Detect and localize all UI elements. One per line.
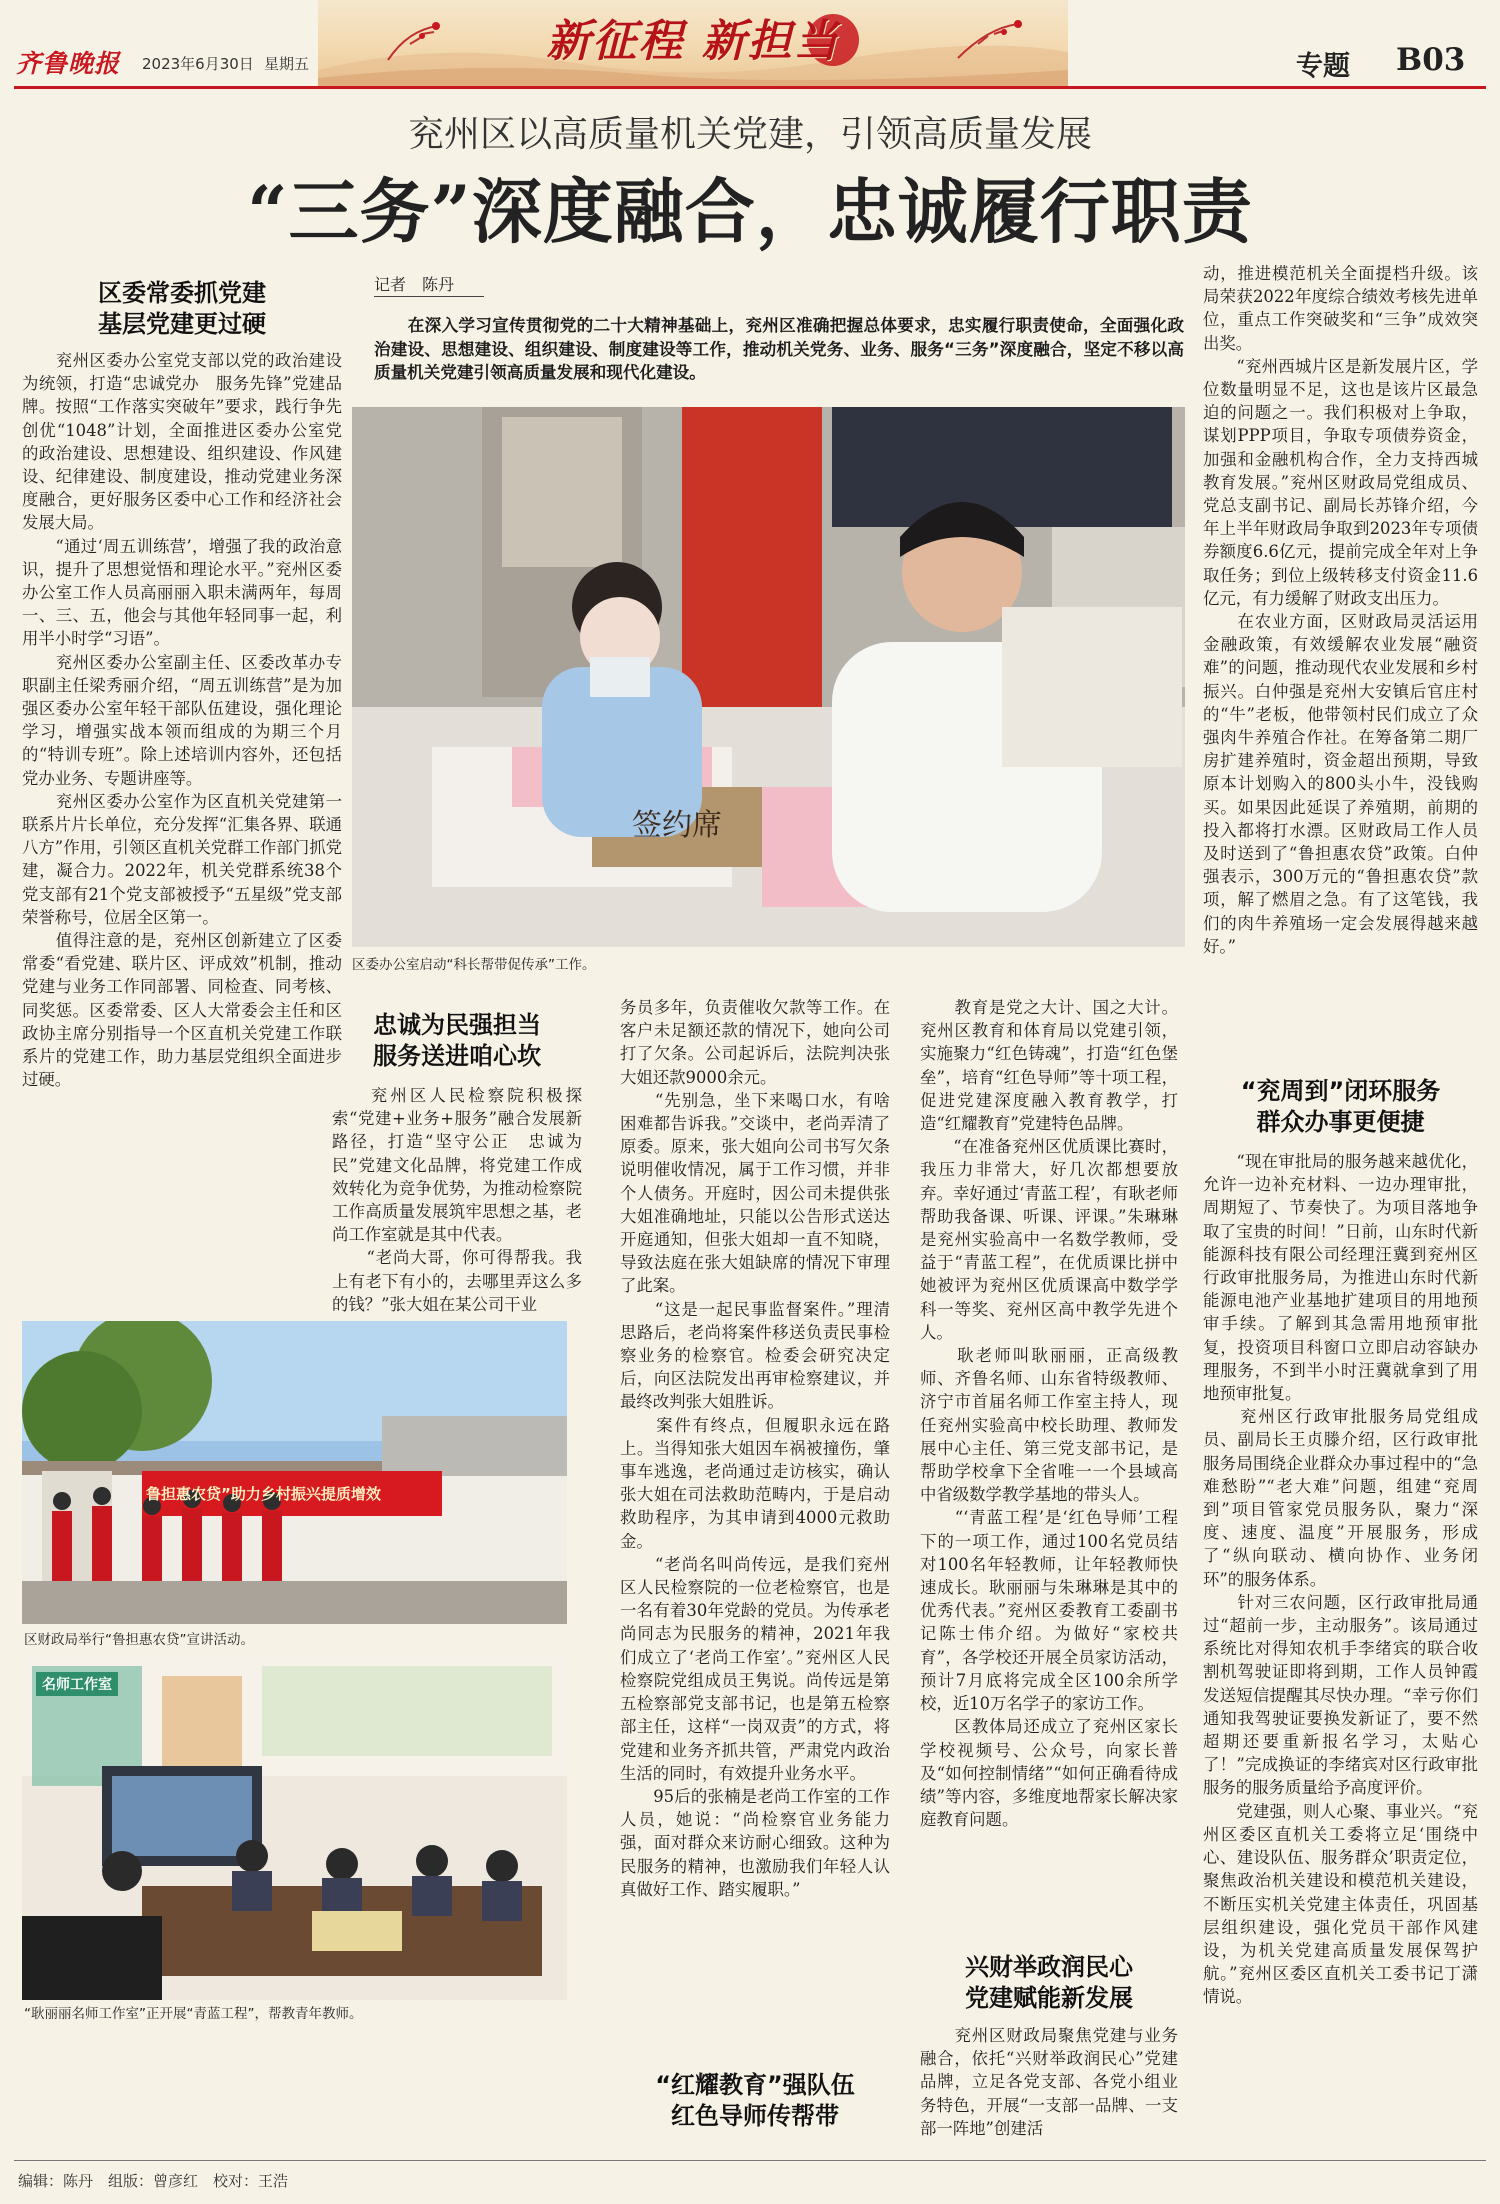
lead-paragraph: 在深入学习宣传贯彻党的二十大精神基础上，兖州区准确把握总体要求，忠实履行职责使命，全面强化政治建设、思想建设、组织建设、制度建设等工作，推动机关党务、业务、服务“三务”深度融合，坚定不移以高质量机关党建引领高质量发展和现代化建设。	[374, 316, 1184, 382]
caption-village-event: 区财政局举行“鲁担惠农贷”宣讲活动。	[24, 1632, 254, 1648]
village-banner-text: 鲁担惠农贷”助力乡村振兴提质增效	[146, 1485, 381, 1503]
section-label: 专题	[1296, 51, 1350, 82]
article-col5-approval: “现在审批局的服务越来越优化，允许一边补充材料、一边办理审批，周期短了、节奏快了。为项目落地争取了宝贵的时间！”日前，山东时代新能源科技有限公司经理汪冀到兖州区行政审批服务局，为推进山东时代新能源电池产业基地扩建项目的用地预审手续。了解到其急需用地预审批复，投资项目科窗口立即启动容缺办理服务，不到半小时汪冀就拿到了用地预审批复。 兖州区行政审批服务局党组成员、副局长王贞滕介绍，区行政审批服务局围绕企业群众办事过程中的“急难愁盼”“老大难”问题，组建“兖周到”项目管家党员服务队，聚力“深度、速度、温度”开展服务，形成了“纵向联动、横向协作、业务闭环”的服务体系。 针对三农问题，区行政审批局通过“超前一步，主动服务”。该局通过系统比对得知农机手李绪宾的联合收割机驾驶证即将到期，工作人员钟霞发送短信提醒其尽快办理。“幸亏你们通知我驾驶证要换发新证了，要不然超期还要重新报名学习，太贴心了！”完成换证的李绪宾对区行政审批服务的服务质量给予高度评价。 党建强，则人心聚、事业兴。“兖州区委区直机关工委将立足‘围绕中心、建设队伍、服务群众’职责定位，聚焦政治机关建设和模范机关建设，不断压实机关党建主体责任，巩固基层组织建设，强化党员干部作风建设，为机关党建高质量发展保驾护航。”兖州区委区直机关工委书记丁潇情说。	[1203, 1152, 1478, 2007]
caption-teacher-meeting: “耿丽丽名师工作室”正开展“青蓝工程”，帮教青年教师。	[24, 2006, 363, 2022]
footer-credits: 编辑：陈丹 组版：曾彦红 校对：王浩	[18, 2172, 289, 2190]
article-col4: 教育是党之大计、国之大计。兖州区教育和体育局以党建引领，实施聚力“红色铸魂”，打造“红色堡垒”，培育“红色导师”等十项工程，促进党建深度融入教育教学，打造“红耀教育”党建特色品牌。 “在准备兖州区优质课比赛时，我压力非常大，好几次都想要放弃。幸好通过‘青蓝工程’，有耿老师帮助我备课、听课、评课。”朱琳琳是兖州实验高中一名数学教师，受益于“青蓝工程”，在优质课比拼中她被评为兖州区优质课高中数学学科一等奖、兖州区高中教学先进个人。 耿老师叫耿丽丽，正高级教师、齐鲁名师、山东省特级教师、济宁市首届名师工作室主持人，现任兖州实验高中校长助理、教师发展中心主任、第三党支部书记，是帮助学校拿下全省唯一一个县域高中省级数学教学基地的带头人。 “‘青蓝工程’是‘红色导师’工程下的一项工作，通过100名党员结对100名年轻教师，让年轻教师快速成长。耿丽丽与朱琳琳是其中的优秀代表。”兖州区委教育工委副书记陈士伟介绍。为做好“家校共育”，各学校还开展全员家访活动，预计7月底将完成全区100余所学校，近10万名学子的家访工作。 区教体局还成立了兖州区家长学校视频号、公众号，向家长普及“如何控制情绪”“如何正确看待成绩”等内容，多维度地帮家长解决家庭教育问题。	[920, 998, 1178, 1830]
byline-rule	[374, 296, 484, 297]
masthead-rule	[14, 86, 1486, 89]
masthead	[0, 0, 1500, 90]
section-heading-party-office: 区委常委抓党建 基层党建更过硬	[98, 279, 266, 338]
headline-kicker: 兖州区以高质量机关党建，引领高质量发展	[407, 114, 1092, 155]
banner-slogan: 新征程 新担当	[546, 16, 840, 67]
caption-signing-ceremony: 区委办公室启动“科长帮带促传承”工作。	[352, 957, 596, 973]
footer-rule	[14, 2160, 1486, 2161]
section-heading-education: “红耀教育”强队伍 红色导师传帮带	[655, 2071, 855, 2130]
photo-signing-ceremony	[352, 407, 1185, 947]
headline-title: “三务”深度融合，忠诚履行职责	[247, 170, 1253, 253]
section-heading-finance: 兴财举政润民心 党建赋能新发展	[965, 1953, 1133, 2012]
page-number: B03	[1396, 42, 1466, 78]
theme-banner	[318, 0, 1068, 88]
paper-name: 齐鲁晚报	[16, 49, 121, 78]
article-col2: 兖州区人民检察院积极探索“党建+业务+服务”融合发展新路径，打造“坚守公正 忠诚为民”党建文化品牌，将党建工作成效转化为竞争优势，为推动检察院工作高质量发展筑牢思想之基，老尚工作室就是其中代表。 “老尚大哥，你可得帮我。我上有老下有小的，去哪里弄这么多的钱？”张大姐在某公司干业	[332, 1086, 582, 1314]
article-col5: 动，推进模范机关全面提档升级。该局荣获2022年度综合绩效考核先进单位，重点工作突破奖和“三争”成效突出奖。 “兖州西城片区是新发展片区，学位数量明显不足，这也是该片区最急迫的问题之一。我们积极对上争取，谋划PPP项目，争取专项债券资金，加强和金融机构合作，全力支持西城教育发展。”兖州区财政局党组成员、党总支副书记、副局长苏锋介绍，今年上半年财政局争取到2023年专项债券额度6.6亿元，提前完成全年对上争取任务；到位上级转移支付资金11.6亿元，有力缓解了财政支出压力。 在农业方面，区财政局灵活运用金融政策，有效缓解农业发展“融资难”的问题，推动现代农业发展和乡村振兴。白仲强是兖州大安镇后官庄村的“牛”老板，他带领村民们成立了众强肉牛养殖合作社。在筹备第二期厂房扩建养殖时，资金超出预期，导致原本计划购入的800头小牛，没钱购买。如果因此延误了养殖期，前期的投入都将打水漂。区财政局工作人员及时送到了“鲁担惠农贷”政策。白仲强表示，300万元的“鲁担惠农贷”款项，解了燃眉之急。有了这笔钱，我们的肉牛养殖场一定会发展得越来越好。”	[1203, 264, 1478, 956]
signing-desk-sign: 签约席	[632, 808, 722, 843]
section-heading-approval: “兖周到”闭环服务 群众办事更便捷	[1240, 1077, 1441, 1136]
studio-wall-sign: 名师工作室	[36, 1672, 118, 1696]
byline: 记者 陈丹	[374, 275, 455, 294]
photo-village-event	[22, 1321, 567, 1624]
article-col1: 兖州区委办公室党支部以党的政治建设为统领，打造“忠诚党办 服务先锋”党建品牌。按照“工作落实突破年”要求，践行争先创优“1048”计划，全面推进区委办公室党的政治建设、思想建设、组织建设、作风建设、纪律建设、制度建设，推动党建业务深度融合，更好服务区委中心工作和经济社会发展大局。 “通过‘周五训练营’，增强了我的政治意识，提升了思想觉悟和理论水平。”兖州区委办公室工作人员高丽丽入职未满两年，每周一、三、五，他会与其他年轻同事一起，利用半小时学“习语”。 兖州区委办公室副主任、区委改革办专职副主任梁秀丽介绍，“周五训练营”是为加强区委办公室年轻干部队伍建设，强化理论学习，增强实战本领而组成的为期三个月的“特训专班”。除上述培训内容外，还包括党办业务、专题讲座等。 兖州区委办公室作为区直机关党建第一联系片片长单位，充分发挥“汇集各界、联通八方”作用，引领区直机关党群工作部门抓党建，凝合力。2022年，机关党群系统38个党支部有21个党支部被授予“五星级”党支部荣誉称号，位居全区第一。 值得注意的是，兖州区创新建立了区委常委“看党建、联片区、评成效”机制，推动党建与业务工作同部署、同检查、同考核、同奖惩。区委常委、区人大常委会主任和区政协主席分别指导一个区直机关党建工作联系片的党建工作，助力基层党组织全面进步过硬。	[22, 351, 342, 1090]
section-heading-procuratorate: 忠诚为民强担当 服务送进咱心坎	[373, 1011, 541, 1070]
photo-teacher-meeting	[22, 1656, 567, 2000]
article-col4-finance: 兖州区财政局聚焦党建与业务融合，依托“兴财举政润民心”党建品牌，立足各党支部、各党小组业务特色，开展“一支部一品牌、一支部一阵地”创建活	[920, 2026, 1178, 2138]
issue-weekday: 星期五	[264, 55, 310, 73]
issue-date: 2023年6月30日	[142, 55, 254, 73]
article-col3: 务员多年，负责催收欠款等工作。在客户未足额还款的情况下，她向公司打了欠条。公司起诉后，法院判决张大姐还款9000余元。 “先别急，坐下来喝口水，有啥困难都告诉我。”交谈中，老尚弄清了原委。原来，张大姐向公司书写欠条说明催收情况，属于工作习惯，并非个人债务。开庭时，因公司未提供张大姐准确地址，只能以公告形式送达开庭通知，但张大姐却一直不知晓，导致法庭在张大姐缺席的情况下审理了此案。 “这是一起民事监督案件。”理清思路后，老尚将案件移送负责民事检察业务的检察官。检委会研究决定后，向区法院发出再审检察建议，并最终改判张大姐胜诉。 案件有终点，但履职永远在路上。当得知张大姐因车祸被撞伤，肇事车逃逸，老尚通过走访核实，确认张大姐在司法救助范畴内，于是启动救助程序，为其申请到4000元救助金。 “老尚名叫尚传远，是我们兖州区人民检察院的一位老检察官，也是一名有着30年党龄的党员。为传承老尚同志为民服务的精神，2021年我们成立了‘老尚工作室’。”兖州区人民检察院党组成员王隽说。尚传远是第五检察部党支部书记，也是第五检察部主任，这样“一岗双责”的方式，将党建和业务齐抓共管，严肃党内政治生活的同时，有效提升业务水平。 95后的张楠是老尚工作室的工作人员，她说：“尚检察官业务能力强，面对群众来访耐心细致。这种为民服务的精神，也激励我们年轻人认真做好工作、踏实履职。”	[620, 998, 890, 1899]
